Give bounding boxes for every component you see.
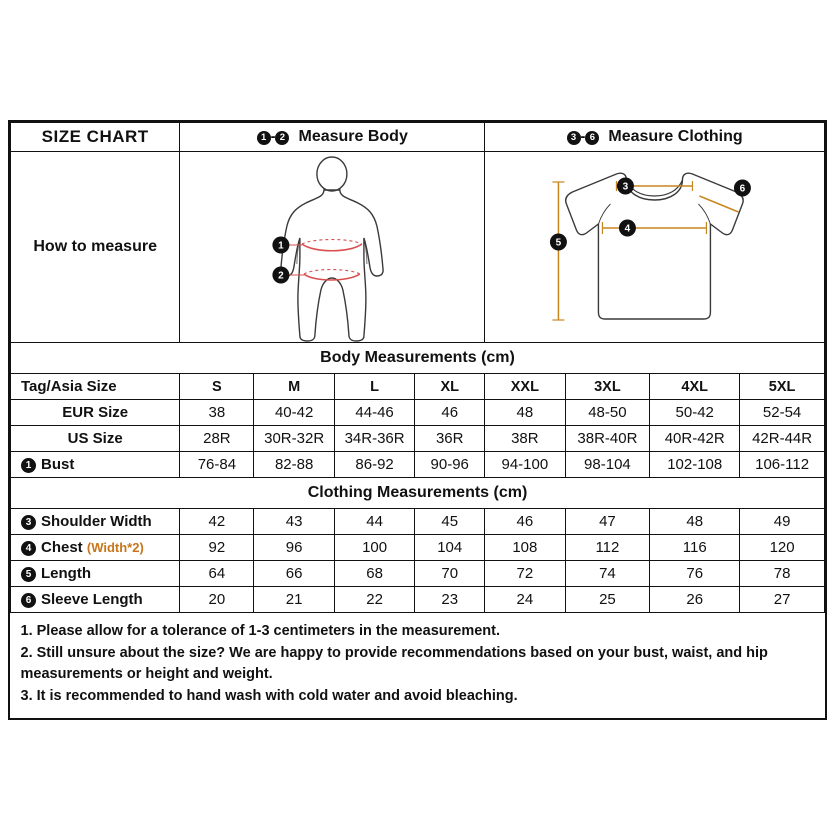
note-1 [21,621,815,642]
cell-shoulder-xxl: 46 [485,509,565,535]
cell-sleeve-l: 22 [334,587,414,613]
body-figure-diagram [180,152,484,342]
cell-sleeve-m: 21 [254,587,334,613]
cell-bust-3xl: 98-104 [565,452,650,478]
notes-row [11,613,825,719]
cell-bust-4xl: 102-108 [650,452,740,478]
column-header-xxl: XXL [485,374,565,400]
cell-shoulder-m: 43 [254,509,334,535]
cell-length-3xl: 74 [565,561,650,587]
row-label-length-text: Length [41,565,91,582]
svg-text:4: 4 [624,223,631,235]
cell-length-4xl: 76 [650,561,740,587]
measure-clothing-label: Measure Clothing [608,128,743,145]
marker-4-icon: 4 [21,541,36,556]
note-1-number: 1. [20,623,33,639]
cell-sleeve-s: 20 [180,587,254,613]
column-header-s: S [180,374,254,400]
table-row [11,426,825,452]
cell-us-4xl: 40R-42R [650,426,740,452]
marker-6-icon: 6 [21,593,36,608]
row-label-bust-text: Bust [41,456,75,473]
svg-text:2: 2 [278,270,285,282]
cell-eur-5xl: 52-54 [740,400,825,426]
cell-sleeve-5xl: 27 [740,587,825,613]
clothing-section-title-row [11,478,825,509]
cell-bust-xxl: 94-100 [485,452,565,478]
marker-6-icon: 6 [585,131,599,145]
cell-sleeve-xxl: 24 [485,587,565,613]
row-label-shoulder-width [11,509,180,535]
cell-us-m: 30R-32R [254,426,334,452]
note-3-number: 3. [20,688,33,705]
cell-bust-xl: 90-96 [415,452,485,478]
table-row [11,509,825,535]
clothing-section-title: Clothing Measurements (cm) [11,478,825,509]
marker-3-icon: 3 [21,515,36,530]
note-2-text: Still unsure about the size? We are happy to provide recommendations based on your bust, waist, and hip measurements or height and weight. [20,645,768,683]
body-section-title: Body Measurements (cm) [11,343,825,374]
clothing-diagram-cell [485,152,825,343]
row-label-sleeve-length-text: Sleeve Length [41,591,143,608]
how-to-measure-label: How to measure [11,152,180,343]
cell-eur-m: 40-42 [254,400,334,426]
cell-length-s: 64 [180,561,254,587]
cell-sleeve-xl: 23 [415,587,485,613]
cell-chest-m: 96 [254,535,334,561]
row-label-shoulder-width-text: Shoulder Width [41,513,152,530]
cell-shoulder-s: 42 [180,509,254,535]
marker-2-icon: 2 [275,131,289,145]
row-label-sleeve-length [11,587,180,613]
measure-body-header: 1 - 2 Measure Body [180,123,485,152]
table-row [11,452,825,478]
cell-us-3xl: 38R-40R [565,426,650,452]
cell-chest-5xl: 120 [740,535,825,561]
body-diagram-cell [180,152,485,343]
row-label-bust [11,452,180,478]
measure-body-label: Measure Body [298,128,408,145]
table-row [11,400,825,426]
cell-bust-5xl: 106-112 [740,452,825,478]
cell-chest-3xl: 112 [565,535,650,561]
size-chart-document [8,120,827,720]
cell-sleeve-3xl: 25 [565,587,650,613]
cell-chest-s: 92 [180,535,254,561]
column-header-l: L [334,374,414,400]
cell-us-s: 28R [180,426,254,452]
cell-us-xxl: 38R [485,426,565,452]
chart-header-row [11,123,825,152]
shirt-diagram [485,152,824,342]
cell-shoulder-xl: 45 [415,509,485,535]
cell-length-xl: 70 [415,561,485,587]
cell-us-xl: 36R [415,426,485,452]
cell-chest-xxl: 108 [485,535,565,561]
column-header-m: M [254,374,334,400]
measure-clothing-header: 3 - 6 Measure Clothing [485,123,825,152]
row-label-chest-text: Chest [41,539,83,556]
cell-us-5xl: 42R-44R [740,426,825,452]
diagram-row [11,152,825,343]
table-row [11,561,825,587]
svg-text:3: 3 [622,181,629,193]
note-1-text: Please allow for a tolerance of 1-3 centimeters in the measurement. [36,623,500,639]
notes-block [11,613,825,719]
note-3 [21,686,815,707]
row-label-chest-sub: (Width*2) [86,540,144,555]
row-label-us-size: US Size [11,426,180,452]
svg-text:6: 6 [739,183,746,195]
table-row [11,587,825,613]
cell-length-xxl: 72 [485,561,565,587]
cell-eur-3xl: 48-50 [565,400,650,426]
column-header-5xl: 5XL [740,374,825,400]
column-header-tag-asia-size: Tag/Asia Size [11,374,180,400]
cell-chest-4xl: 116 [650,535,740,561]
note-2 [21,643,815,685]
size-chart-table [10,122,825,718]
cell-length-l: 68 [334,561,414,587]
cell-chest-xl: 104 [415,535,485,561]
body-section-title-row [11,343,825,374]
column-header-4xl: 4XL [650,374,740,400]
cell-bust-m: 82-88 [254,452,334,478]
marker-1-icon: 1 [21,458,36,473]
cell-eur-4xl: 50-42 [650,400,740,426]
row-label-length [11,561,180,587]
marker-3-icon: 3 [567,131,581,145]
cell-length-5xl: 78 [740,561,825,587]
size-chart-title: SIZE CHART [11,123,180,152]
row-label-eur-size: EUR Size [11,400,180,426]
cell-eur-l: 44-46 [334,400,414,426]
svg-text:5: 5 [555,237,562,249]
column-header-3xl: 3XL [565,374,650,400]
cell-bust-s: 76-84 [180,452,254,478]
column-header-xl: XL [415,374,485,400]
svg-text:1: 1 [278,240,285,252]
cell-shoulder-l: 44 [334,509,414,535]
body-columns-row [11,374,825,400]
cell-bust-l: 86-92 [334,452,414,478]
cell-sleeve-4xl: 26 [650,587,740,613]
cell-eur-xl: 46 [415,400,485,426]
cell-length-m: 66 [254,561,334,587]
cell-chest-l: 100 [334,535,414,561]
cell-eur-xxl: 48 [485,400,565,426]
cell-eur-s: 38 [180,400,254,426]
table-row [11,535,825,561]
cell-shoulder-4xl: 48 [650,509,740,535]
cell-us-l: 34R-36R [334,426,414,452]
cell-shoulder-5xl: 49 [740,509,825,535]
marker-1-icon: 1 [257,131,271,145]
cell-shoulder-3xl: 47 [565,509,650,535]
note-2-number: 2. [20,645,33,662]
marker-5-icon: 5 [21,567,36,582]
note-3-text: It is recommended to hand wash with cold water and avoid bleaching. [36,688,518,705]
row-label-chest [11,535,180,561]
